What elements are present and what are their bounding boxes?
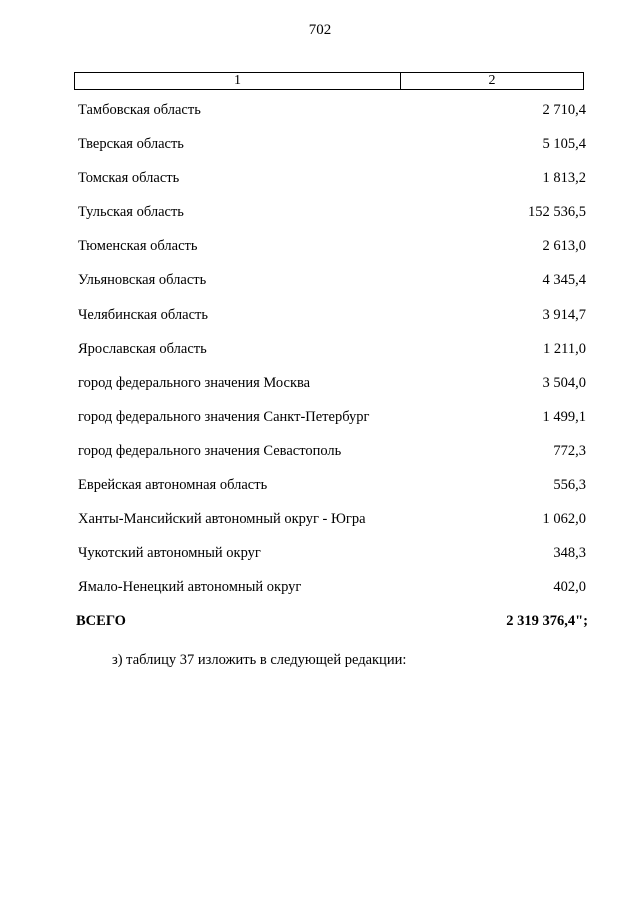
region-name: Томская область (78, 170, 180, 187)
table-row (0, 435, 640, 469)
table-row (0, 333, 640, 367)
region-value: 1 211,0 (543, 340, 586, 357)
table-row (0, 503, 640, 537)
region-name: Чукотский автономный округ (78, 545, 261, 562)
region-name: Ямало-Ненецкий автономный округ (78, 579, 302, 596)
total-row (0, 605, 640, 639)
table-row (0, 299, 640, 333)
table-body (0, 94, 640, 640)
region-value: 556,3 (553, 477, 586, 494)
region-name: город федерального значения Санкт-Петербург (78, 408, 370, 425)
region-value: 5 105,4 (542, 136, 586, 153)
table-row (0, 230, 640, 264)
table-row (0, 264, 640, 298)
table-row (0, 571, 640, 605)
region-value: 4 345,4 (542, 272, 586, 289)
region-name: Тюменская область (78, 238, 198, 255)
region-value: 1 813,2 (542, 170, 586, 187)
table-row (0, 162, 640, 196)
table-header (74, 72, 584, 90)
region-name: Еврейская автономная область (78, 477, 268, 494)
page-number: 702 (308, 22, 332, 38)
region-name: Челябинская область (78, 306, 208, 323)
total-label: ВСЕГО (76, 613, 126, 630)
table-row (0, 196, 640, 230)
region-name: Ханты-Мансийский автономный округ - Югра (78, 511, 366, 528)
table-row (0, 401, 640, 435)
region-value: 348,3 (553, 545, 586, 562)
region-value: 2 613,0 (542, 238, 586, 255)
region-name: Тверская область (78, 136, 184, 153)
table-row (0, 469, 640, 503)
region-value: 1 499,1 (542, 408, 586, 425)
region-value: 402,0 (553, 579, 586, 596)
region-value: 3 914,7 (542, 306, 586, 323)
region-name: Ярославская область (78, 340, 207, 357)
table-header-col1: 1 (75, 73, 401, 89)
table-row (0, 94, 640, 128)
table-row (0, 128, 640, 162)
region-value: 1 062,0 (542, 511, 586, 528)
region-value: 772,3 (553, 442, 586, 459)
region-name: Ульяновская область (78, 272, 207, 289)
region-value: 152 536,5 (528, 204, 586, 221)
table-header-col2: 2 (488, 73, 496, 88)
region-name: Тульская область (78, 204, 184, 221)
amendment-note: з) таблицу 37 изложить в следующей редакции: (112, 652, 407, 668)
region-value: 2 710,4 (542, 102, 586, 118)
region-name: город федерального значения Севастополь (78, 442, 342, 459)
region-value: 3 504,0 (542, 374, 586, 391)
region-name: Тамбовская область (78, 102, 201, 118)
table-row (0, 537, 640, 571)
total-value: 2 319 376,4"; (506, 613, 588, 630)
region-name: город федерального значения Москва (78, 374, 311, 391)
table-row (0, 367, 640, 401)
